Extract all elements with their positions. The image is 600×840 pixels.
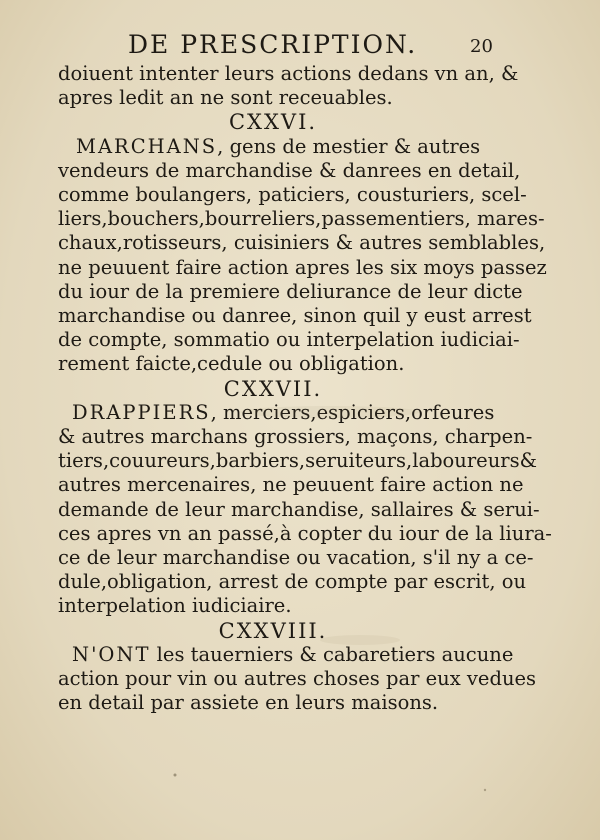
section-heading: CXXVI.	[228, 110, 318, 135]
text-line: comme boulangers, paticiers, cousturiers, scel-	[58, 183, 527, 207]
section-heading: CXXVIII.	[218, 618, 328, 643]
text-line: ces apres vn an passé,à copter du iour de la liura-	[58, 521, 552, 545]
first-line-text: les tauerniers & cabaretiers aucune	[150, 642, 514, 666]
text-line: de compte, sommatio ou interpelation iudiciai-	[58, 328, 520, 352]
text-line: tiers,couureurs,barbiers,seruiteurs,laboureurs&	[58, 449, 537, 473]
text-line: interpelation iudiciaire.	[58, 594, 292, 618]
text-line: chaux,rotisseurs, cuisiniers & autres semblables,	[58, 231, 546, 255]
text-line: ce de leur marchandise ou vacation, s'il ny a ce-	[58, 546, 534, 570]
text-line: rement faicte,cedule ou obligation.	[58, 352, 405, 376]
text-line: liers,bouchers,bourreliers,passementiers, mares-	[58, 207, 545, 231]
text-line: demande de leur marchandise, sallaires & serui-	[58, 497, 540, 521]
page-number: 20	[470, 36, 493, 57]
text-line: en detail par assiete en leurs maisons.	[58, 691, 439, 715]
initial-word: DRAPPIERS	[72, 400, 211, 424]
text-line: & autres marchans grossiers, maçons, charpen-	[58, 425, 533, 449]
first-line-text: , merciers,espiciers,orfeures	[210, 400, 495, 424]
section-heading: CXXVII.	[223, 376, 323, 401]
text-line: marchandise ou danree, sinon quil y eust arrest	[58, 304, 532, 328]
text-line: dule,obligation, arrest de compte par escrit, ou	[58, 570, 527, 594]
text-line: du iour de la premiere deliurance de leur dicte	[58, 279, 523, 303]
initial-word: N'ONT	[72, 642, 151, 666]
text-line: ne peuuent faire action apres les six moys passez	[58, 255, 547, 279]
text-line: vendeurs de marchandise & danrees en detail,	[58, 158, 521, 182]
text-line: autres mercenaires, ne peuuent faire action ne	[58, 473, 524, 497]
first-line-text: , gens de mestier & autres	[217, 134, 481, 158]
text-line: apres ledit an ne sont receuables.	[58, 86, 393, 110]
text-line: action pour vin ou autres choses par eux vedues	[58, 667, 537, 691]
running-title: DE PRESCRIPTION.	[128, 30, 418, 59]
initial-word: MARCHANS	[76, 134, 218, 158]
text-line: doiuent intenter leurs actions dedans vn an, &	[58, 62, 519, 85]
